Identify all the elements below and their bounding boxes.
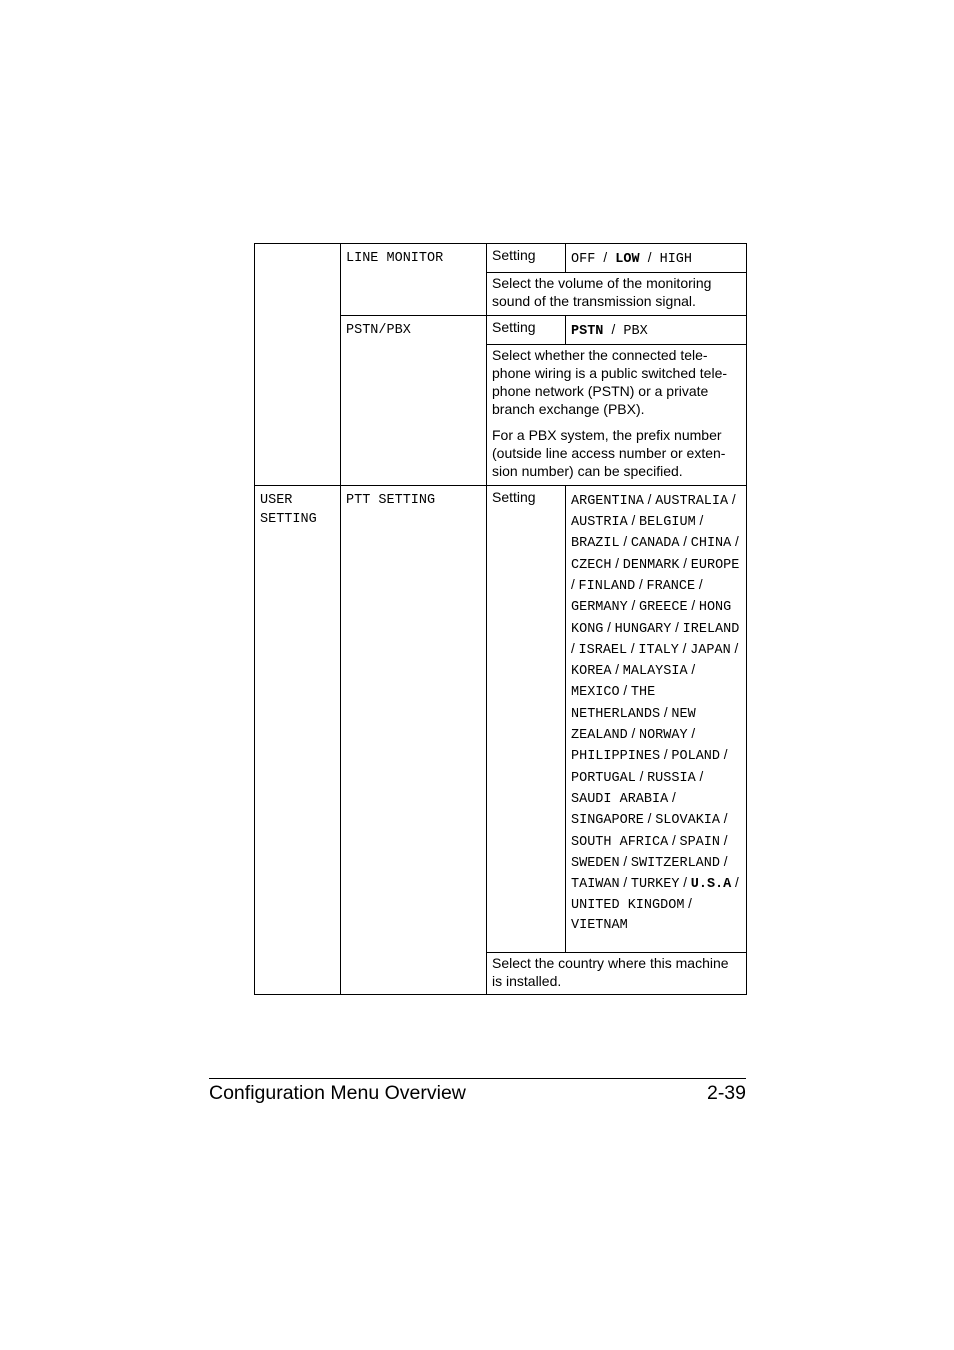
country-option: GREECE: [638, 600, 688, 616]
country-option: TURKEY: [630, 877, 680, 893]
description-line-monitor: Select the volume of the monitoring sound of the transmission signal.: [487, 273, 747, 316]
country-option: MEXICO: [571, 685, 620, 701]
country-option: CANADA: [630, 536, 680, 552]
country-option: UNITED KINGDOM: [571, 898, 685, 914]
country-option: JAPAN: [690, 642, 731, 658]
country-option: HONG KONG: [571, 600, 732, 637]
footer-rule: [209, 1078, 746, 1079]
country-option: SOUTH AFRICA: [571, 834, 669, 850]
country-option: MALAYSIA: [622, 664, 688, 680]
country-option: GERMANY: [571, 600, 628, 616]
country-option: FRANCE: [646, 578, 696, 594]
country-option: THE NETHERLANDS: [571, 685, 661, 722]
country-option: NEW ZEALAND: [571, 706, 696, 744]
country-option: KOREA: [571, 664, 612, 680]
country-option: VIETNAM: [571, 917, 628, 933]
country-option: SINGAPORE: [571, 813, 644, 829]
setting-label: Setting: [487, 315, 566, 344]
country-option: FINLAND: [578, 578, 636, 594]
country-option: PHILIPPINES: [571, 749, 661, 765]
settings-table: [254, 243, 747, 995]
country-option: SLOVAKIA: [655, 813, 720, 829]
description-pstn-pbx: [487, 345, 747, 486]
country-option: AUSTRALIA: [655, 493, 729, 509]
country-option: BRAZIL: [571, 536, 620, 552]
country-option: SPAIN: [679, 834, 720, 850]
item-ptt-setting: PTT SETTING: [341, 485, 487, 995]
description-paragraph: Select whether the connected tele-phone wiring is a public switched tele-phone network (PSTN) or a private branch exchange (PBX).: [492, 347, 728, 417]
item-line-monitor: LINE MONITOR: [341, 244, 487, 316]
setting-values-countries: ARGENTINA / AUSTRALIA / AUSTRIA / BELGIUM / BRAZIL / CANADA / CHINA / CZECH / DENMARK / EUROPE / FINLAND / FRANCE / GERMANY / GREECE / HONG KONG / HUNGARY / IRELAND / ISRAEL / ITALY / JAPAN / KOREA / MALAYSIA / MEXICO / THE NETHERLANDS / NEW ZEALAND / NORWAY / PHILIPPINES / POLAND / PORTUGAL / RUSSIA / SAUDI ARABIA / SINGAPORE / SLOVAKIA / SOUTH AFRICA / SPAIN / SWEDEN / SWITZERLAND / TAIWAN / TURKEY / U.S.A / UNITED KINGDOM / VIETNAM: [566, 485, 747, 952]
item-pstn-pbx: PSTN/PBX: [341, 315, 487, 485]
country-option: SWITZERLAND: [630, 855, 720, 871]
option-off: OFF: [571, 252, 596, 267]
country-option: SWEDEN: [571, 855, 620, 871]
country-option: CHINA: [690, 536, 732, 552]
option-high: HIGH: [659, 252, 692, 267]
country-option: ARGENTINA: [571, 493, 644, 509]
option-low-default: LOW: [615, 252, 640, 267]
country-option: EUROPE: [690, 557, 740, 573]
country-option: DENMARK: [622, 557, 680, 573]
country-option: ISRAEL: [578, 642, 628, 658]
country-option: AUSTRIA: [571, 515, 628, 531]
country-option: TAIWAN: [571, 877, 620, 893]
country-option: RUSSIA: [647, 770, 696, 786]
country-option: POLAND: [671, 749, 720, 765]
footer-title: Configuration Menu Overview: [209, 1082, 466, 1104]
description-paragraph: For a PBX system, the prefix number (outside line access number or exten-sion number) can be specified.: [492, 427, 726, 479]
country-option: U.S.A: [690, 877, 732, 893]
option-pstn-default: PSTN: [571, 323, 604, 339]
country-option: ITALY: [638, 642, 679, 658]
setting-values-pstn-pbx: PSTN / PBX: [566, 315, 747, 344]
option-pbx: PBX: [623, 323, 648, 339]
setting-label: Setting: [487, 485, 566, 952]
setting-label: Setting: [487, 244, 566, 273]
country-option: PORTUGAL: [571, 770, 636, 786]
setting-values-line-monitor: OFF / LOW / HIGH: [566, 244, 747, 273]
group-user-setting: USER SETTING: [255, 485, 341, 995]
country-option: HUNGARY: [614, 621, 672, 637]
description-ptt-setting: Select the country where this machine is installed.: [487, 952, 747, 995]
page-number: 2-39: [706, 1082, 746, 1104]
country-option: SAUDI ARABIA: [571, 791, 669, 807]
country-option: IRELAND: [682, 621, 740, 637]
country-option: BELGIUM: [638, 515, 696, 531]
group-cell-empty: [255, 244, 341, 486]
country-option: CZECH: [571, 557, 612, 573]
country-option: NORWAY: [638, 728, 688, 744]
